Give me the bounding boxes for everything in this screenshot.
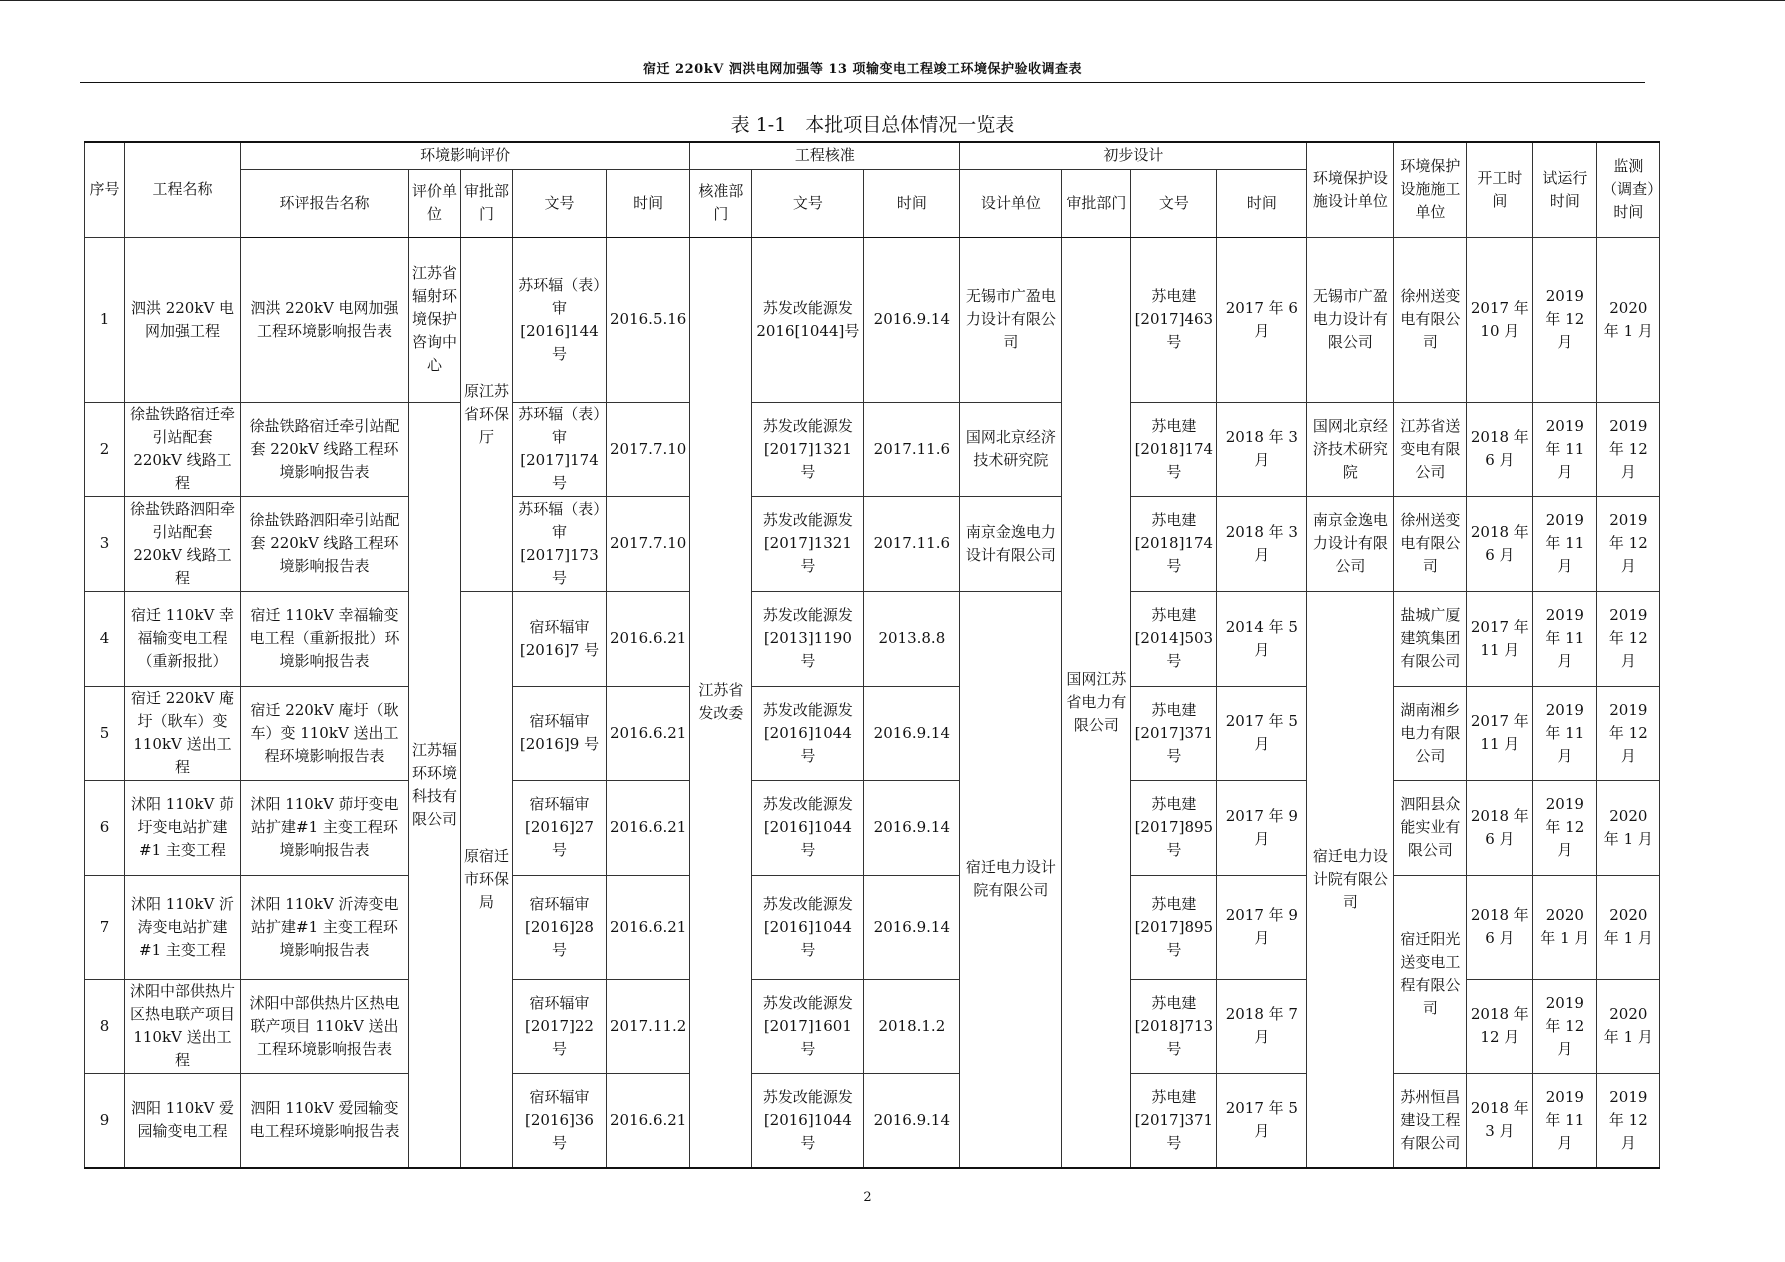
cell-eia-time: 2017.11.2 bbox=[607, 979, 690, 1073]
cell-eia-time: 2016.6.21 bbox=[607, 1073, 690, 1168]
header-eia-dept: 审批部门 bbox=[461, 169, 513, 237]
cell-eia-report: 沭阳 110kV 沂涛变电站扩建#1 主变工程环境影响报告表 bbox=[241, 875, 409, 979]
cell-eia-doc: 宿环辐审[2016]27 号 bbox=[513, 780, 607, 875]
cell-eia-dept: 原宿迁市环保局 bbox=[461, 591, 513, 1168]
cell-design-doc: 苏电建[2017]371号 bbox=[1131, 1073, 1217, 1168]
header-design-group: 初步设计 bbox=[960, 142, 1307, 169]
cell-design-time: 2017 年 5 月 bbox=[1217, 686, 1307, 780]
cell-design-dept: 国网江苏省电力有限公司 bbox=[1062, 237, 1131, 1168]
cell-eia-report: 泗洪 220kV 电网加强工程环境影响报告表 bbox=[241, 237, 409, 402]
cell-eia-doc: 宿环辐审[2016]7 号 bbox=[513, 591, 607, 686]
cell-project-name: 徐盐铁路泗阳牵引站配套 220kV 线路工程 bbox=[125, 496, 241, 591]
cell-eia-doc: 宿环辐审[2016]28 号 bbox=[513, 875, 607, 979]
header-design-dept: 审批部门 bbox=[1062, 169, 1131, 237]
cell-design-doc: 苏电建[2018]713号 bbox=[1131, 979, 1217, 1073]
cell-eia-time: 2016.6.21 bbox=[607, 686, 690, 780]
header-eia-unit: 评价单位 bbox=[409, 169, 461, 237]
cell-env-design-unit: 国网北京经济技术研究院 bbox=[1307, 402, 1394, 496]
cell-design-time: 2017 年 9 月 bbox=[1217, 875, 1307, 979]
cell-trial-time: 2019 年 12 月 bbox=[1533, 237, 1597, 402]
cell-seq: 9 bbox=[85, 1073, 125, 1168]
cell-env-build-unit: 盐城广厦建筑集团有限公司 bbox=[1394, 591, 1467, 686]
cell-eia-time: 2016.6.21 bbox=[607, 875, 690, 979]
cell-eia-report: 徐盐铁路宿迁牵引站配套 220kV 线路工程环境影响报告表 bbox=[241, 402, 409, 496]
cell-design-unit: 无锡市广盈电力设计有限公司 bbox=[960, 237, 1062, 402]
cell-seq: 2 bbox=[85, 402, 125, 496]
cell-env-build-unit: 苏州恒昌建设工程有限公司 bbox=[1394, 1073, 1467, 1168]
cell-seq: 5 bbox=[85, 686, 125, 780]
header-approval-doc: 文号 bbox=[752, 169, 864, 237]
cell-eia-report: 宿迁 110kV 幸福输变电工程（重新报批）环境影响报告表 bbox=[241, 591, 409, 686]
cell-env-build-unit: 湖南湘乡电力有限公司 bbox=[1394, 686, 1467, 780]
header-design-doc: 文号 bbox=[1131, 169, 1217, 237]
cell-monitor-time: 2019 年 12 月 bbox=[1597, 402, 1660, 496]
cell-trial-time: 2019 年 11 月 bbox=[1533, 591, 1597, 686]
cell-approval-doc: 苏发改能源发[2016]1044 号 bbox=[752, 686, 864, 780]
header-eia-doc: 文号 bbox=[513, 169, 607, 237]
cell-design-time: 2014 年 5 月 bbox=[1217, 591, 1307, 686]
cell-approval-doc: 苏发改能源发[2017]1321 号 bbox=[752, 496, 864, 591]
cell-seq: 7 bbox=[85, 875, 125, 979]
cell-project-name: 徐盐铁路宿迁牵引站配套 220kV 线路工程 bbox=[125, 402, 241, 496]
cell-env-build-unit: 泗阳县众能实业有限公司 bbox=[1394, 780, 1467, 875]
header-approval-dept: 核准部门 bbox=[690, 169, 752, 237]
cell-trial-time: 2020 年 1 月 bbox=[1533, 875, 1597, 979]
cell-eia-doc: 苏环辐（表）审[2016]144号 bbox=[513, 237, 607, 402]
cell-eia-unit: 江苏辐环环境科技有限公司 bbox=[409, 402, 461, 1168]
cell-monitor-time: 2020 年 1 月 bbox=[1597, 237, 1660, 402]
cell-trial-time: 2019 年 11 月 bbox=[1533, 496, 1597, 591]
cell-approval-time: 2017.11.6 bbox=[864, 402, 960, 496]
header-design-unit: 设计单位 bbox=[960, 169, 1062, 237]
cell-approval-dept: 江苏省发改委 bbox=[690, 237, 752, 1168]
cell-trial-time: 2019 年 11 月 bbox=[1533, 402, 1597, 496]
cell-design-doc: 苏电建[2018]174号 bbox=[1131, 402, 1217, 496]
cell-project-name: 泗洪 220kV 电网加强工程 bbox=[125, 237, 241, 402]
cell-approval-time: 2016.9.14 bbox=[864, 780, 960, 875]
cell-design-time: 2018 年 3 月 bbox=[1217, 402, 1307, 496]
cell-approval-doc: 苏发改能源发[2017]1601 号 bbox=[752, 979, 864, 1073]
header-env-build-unit: 环境保护设施施工单位 bbox=[1394, 142, 1467, 237]
cell-eia-report: 沭阳 110kV 茆圩变电站扩建#1 主变工程环境影响报告表 bbox=[241, 780, 409, 875]
cell-start-time: 2018 年 6 月 bbox=[1467, 402, 1533, 496]
document-header: 宿迁 220kV 泗洪电网加强等 13 项输变电工程竣工环境保护验收调查表 bbox=[643, 62, 1082, 77]
cell-design-unit: 宿迁电力设计院有限公司 bbox=[960, 591, 1062, 1168]
cell-monitor-time: 2019 年 12 月 bbox=[1597, 591, 1660, 686]
header-approval-group: 工程核准 bbox=[690, 142, 960, 169]
cell-design-unit: 南京金逸电力设计有限公司 bbox=[960, 496, 1062, 591]
table-row bbox=[85, 237, 1660, 402]
cell-project-name: 宿迁 110kV 幸福输变电工程（重新报批） bbox=[125, 591, 241, 686]
cell-design-doc: 苏电建[2017]371号 bbox=[1131, 686, 1217, 780]
header-eia-group: 环境影响评价 bbox=[241, 142, 690, 169]
cell-env-build-unit: 徐州送变电有限公司 bbox=[1394, 496, 1467, 591]
table-row bbox=[85, 402, 1660, 496]
cell-approval-doc: 苏发改能源发[2016]1044 号 bbox=[752, 780, 864, 875]
cell-monitor-time: 2019 年 12 月 bbox=[1597, 686, 1660, 780]
cell-eia-doc: 苏环辐（表）审[2017]173号 bbox=[513, 496, 607, 591]
table-row bbox=[85, 780, 1660, 875]
cell-approval-doc: 苏发改能源发[2016]1044 号 bbox=[752, 875, 864, 979]
cell-monitor-time: 2020 年 1 月 bbox=[1597, 979, 1660, 1073]
cell-eia-time: 2016.6.21 bbox=[607, 591, 690, 686]
cell-seq: 3 bbox=[85, 496, 125, 591]
cell-approval-time: 2016.9.14 bbox=[864, 875, 960, 979]
cell-eia-report: 宿迁 220kV 庵圩（耿车）变 110kV 送出工程环境影响报告表 bbox=[241, 686, 409, 780]
cell-design-doc: 苏电建[2017]895号 bbox=[1131, 875, 1217, 979]
cell-monitor-time: 2020 年 1 月 bbox=[1597, 780, 1660, 875]
page-number: 2 bbox=[863, 1190, 872, 1205]
cell-eia-report: 徐盐铁路泗阳牵引站配套 220kV 线路工程环境影响报告表 bbox=[241, 496, 409, 591]
cell-eia-dept: 原江苏省环保厅 bbox=[461, 237, 513, 591]
cell-design-doc: 苏电建[2014]503号 bbox=[1131, 591, 1217, 686]
cell-eia-report: 沭阳中部供热片区热电联产项目 110kV 送出工程环境影响报告表 bbox=[241, 979, 409, 1073]
header-start-time: 开工时间 bbox=[1467, 142, 1533, 237]
cell-project-name: 泗阳 110kV 爱园输变电工程 bbox=[125, 1073, 241, 1168]
cell-trial-time: 2019 年 11 月 bbox=[1533, 1073, 1597, 1168]
cell-eia-time: 2016.6.21 bbox=[607, 780, 690, 875]
cell-seq: 1 bbox=[85, 237, 125, 402]
project-overview-table bbox=[84, 141, 1660, 1169]
cell-start-time: 2018 年 6 月 bbox=[1467, 780, 1533, 875]
cell-approval-doc: 苏发改能源发[2017]1321 号 bbox=[752, 402, 864, 496]
cell-design-time: 2017 年 5 月 bbox=[1217, 1073, 1307, 1168]
cell-design-time: 2017 年 9 月 bbox=[1217, 780, 1307, 875]
cell-eia-time: 2016.5.16 bbox=[607, 237, 690, 402]
header-seq: 序号 bbox=[85, 142, 125, 237]
cell-approval-time: 2013.8.8 bbox=[864, 591, 960, 686]
cell-design-time: 2018 年 3 月 bbox=[1217, 496, 1307, 591]
cell-env-design-unit: 无锡市广盈电力设计有限公司 bbox=[1307, 237, 1394, 402]
cell-start-time: 2018 年 6 月 bbox=[1467, 496, 1533, 591]
cell-approval-time: 2017.11.6 bbox=[864, 496, 960, 591]
cell-start-time: 2017 年 10 月 bbox=[1467, 237, 1533, 402]
header-monitor-time: 监测（调查）时间 bbox=[1597, 142, 1660, 237]
cell-trial-time: 2019 年 11 月 bbox=[1533, 686, 1597, 780]
cell-approval-time: 2016.9.14 bbox=[864, 237, 960, 402]
header-env-design-unit: 环境保护设施设计单位 bbox=[1307, 142, 1394, 237]
cell-eia-unit: 江苏省辐射环境保护咨询中心 bbox=[409, 237, 461, 402]
table-row bbox=[85, 875, 1660, 979]
cell-seq: 4 bbox=[85, 591, 125, 686]
cell-env-build-unit: 宿迁阳光送变电工程有限公司 bbox=[1394, 875, 1467, 1073]
cell-eia-time: 2017.7.10 bbox=[607, 402, 690, 496]
cell-eia-report: 泗阳 110kV 爱园输变电工程环境影响报告表 bbox=[241, 1073, 409, 1168]
cell-trial-time: 2019 年 12 月 bbox=[1533, 780, 1597, 875]
cell-env-design-unit: 南京金逸电力设计有限公司 bbox=[1307, 496, 1394, 591]
table-row bbox=[85, 496, 1660, 591]
cell-eia-doc: 宿环辐审[2017]22 号 bbox=[513, 979, 607, 1073]
cell-eia-doc: 宿环辐审[2016]9 号 bbox=[513, 686, 607, 780]
header-design-time: 时间 bbox=[1217, 169, 1307, 237]
cell-start-time: 2018 年 12 月 bbox=[1467, 979, 1533, 1073]
cell-env-design-unit: 宿迁电力设计院有限公司 bbox=[1307, 591, 1394, 1168]
cell-project-name: 沭阳 110kV 茆圩变电站扩建#1 主变工程 bbox=[125, 780, 241, 875]
cell-design-doc: 苏电建[2017]895号 bbox=[1131, 780, 1217, 875]
cell-env-build-unit: 徐州送变电有限公司 bbox=[1394, 237, 1467, 402]
cell-seq: 8 bbox=[85, 979, 125, 1073]
cell-eia-time: 2017.7.10 bbox=[607, 496, 690, 591]
table-row bbox=[85, 591, 1660, 686]
header-row-group bbox=[85, 142, 1660, 169]
cell-start-time: 2018 年 3 月 bbox=[1467, 1073, 1533, 1168]
cell-monitor-time: 2020 年 1 月 bbox=[1597, 875, 1660, 979]
cell-eia-doc: 宿环辐审[2016]36 号 bbox=[513, 1073, 607, 1168]
cell-start-time: 2017 年 11 月 bbox=[1467, 591, 1533, 686]
header-approval-time: 时间 bbox=[864, 169, 960, 237]
table-caption: 表 1-1 本批项目总体情况一览表 bbox=[730, 114, 1015, 136]
cell-project-name: 沭阳 110kV 沂涛变电站扩建#1 主变工程 bbox=[125, 875, 241, 979]
cell-monitor-time: 2019 年 12 月 bbox=[1597, 1073, 1660, 1168]
cell-start-time: 2018 年 6 月 bbox=[1467, 875, 1533, 979]
header-eia-time: 时间 bbox=[607, 169, 690, 237]
cell-trial-time: 2019 年 12 月 bbox=[1533, 979, 1597, 1073]
cell-design-doc: 苏电建[2018]174号 bbox=[1131, 496, 1217, 591]
cell-eia-doc: 苏环辐（表）审[2017]174号 bbox=[513, 402, 607, 496]
header-divider bbox=[80, 82, 1645, 83]
cell-monitor-time: 2019 年 12 月 bbox=[1597, 496, 1660, 591]
cell-project-name: 宿迁 220kV 庵圩（耿车）变 110kV 送出工程 bbox=[125, 686, 241, 780]
header-trial-time: 试运行时间 bbox=[1533, 142, 1597, 237]
cell-project-name: 沭阳中部供热片区热电联产项目 110kV 送出工程 bbox=[125, 979, 241, 1073]
table-row bbox=[85, 686, 1660, 780]
cell-design-unit: 国网北京经济技术研究院 bbox=[960, 402, 1062, 496]
cell-design-doc: 苏电建[2017]463号 bbox=[1131, 237, 1217, 402]
cell-approval-time: 2016.9.14 bbox=[864, 686, 960, 780]
header-project-name: 工程名称 bbox=[125, 142, 241, 237]
cell-seq: 6 bbox=[85, 780, 125, 875]
top-rule bbox=[0, 0, 1785, 1]
cell-env-build-unit: 江苏省送变电有限公司 bbox=[1394, 402, 1467, 496]
cell-approval-doc: 苏发改能源发[2013]1190 号 bbox=[752, 591, 864, 686]
cell-approval-doc: 苏发改能源发2016[1044]号 bbox=[752, 237, 864, 402]
cell-approval-time: 2016.9.14 bbox=[864, 1073, 960, 1168]
cell-approval-doc: 苏发改能源发[2016]1044 号 bbox=[752, 1073, 864, 1168]
cell-start-time: 2017 年 11 月 bbox=[1467, 686, 1533, 780]
table-row bbox=[85, 1073, 1660, 1168]
cell-design-time: 2018 年 7 月 bbox=[1217, 979, 1307, 1073]
cell-approval-time: 2018.1.2 bbox=[864, 979, 960, 1073]
header-eia-report: 环评报告名称 bbox=[241, 169, 409, 237]
cell-design-time: 2017 年 6 月 bbox=[1217, 237, 1307, 402]
